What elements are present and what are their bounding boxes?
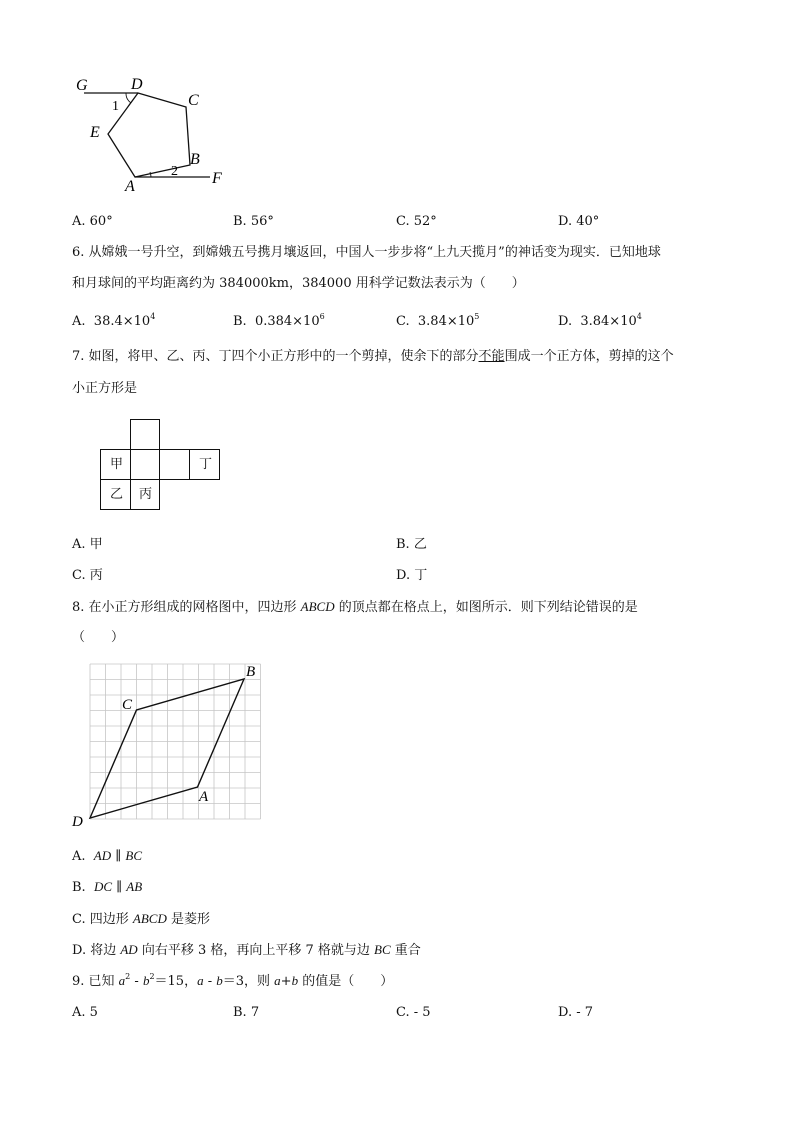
- grid-lines: [90, 664, 261, 819]
- label-g: G: [76, 77, 88, 94]
- q9-option-d: D. - 7: [558, 1005, 594, 1020]
- net-cell-ding: 丁: [198, 457, 212, 472]
- label-c: C: [122, 697, 133, 713]
- q7-emphasis-cannot: 不能: [478, 349, 505, 364]
- q7-stem-line1: 7. 如图，将甲、乙、丙、丁四个小正方形中的一个剪掉，使余下的部分不能围成一个正方体，剪掉的这个: [72, 349, 674, 364]
- q8-option-c: C. 四边形 ABCD 是菱形: [72, 911, 210, 927]
- q6-option-b: B. $0.384\times 10^6$: [233, 312, 325, 329]
- q7-option-b: B. 乙: [396, 537, 427, 552]
- label-d: D: [72, 814, 83, 830]
- q5-option-c: C. 52°: [396, 214, 437, 229]
- q8-stem-line2: （ ）: [72, 630, 125, 645]
- q5-option-d: D. 40°: [558, 214, 600, 229]
- label-angle-1: 1: [112, 99, 119, 114]
- angle-2-arc: [150, 172, 151, 177]
- label-b: B: [190, 151, 200, 168]
- q9-option-c: C. - 5: [396, 1005, 431, 1020]
- label-f: F: [212, 170, 222, 187]
- label-e: E: [90, 124, 100, 141]
- q8-option-a: A. AD ∥ BC: [72, 848, 143, 864]
- q5-option-a: A. 60°: [72, 214, 113, 229]
- q6-option-d: D. $3.84\times 10^4$: [558, 312, 642, 329]
- q5-option-b: B. 56°: [233, 214, 274, 229]
- q7-option-d: D. 丁: [396, 568, 428, 583]
- label-b: B: [246, 664, 256, 680]
- q9-stem: 9. 已知 $a^2 - b^2=15$，a - b＝3，则 a+b 的值是（ ）: [72, 972, 394, 989]
- pentagon-figure: [70, 72, 240, 196]
- q8-option-b: B. DC ∥ AB: [72, 879, 143, 895]
- q7-option-a: A. 甲: [72, 537, 103, 552]
- label-a: A: [125, 178, 135, 195]
- label-c: C: [188, 92, 199, 109]
- q6-option-c: C. $3.84\times 10^5$: [396, 312, 480, 329]
- q7-stem-line2: 小正方形是: [72, 381, 138, 396]
- quadrilateral-abcd: [90, 679, 244, 818]
- q6-stem-line1: 6. 从嫦娥一号升空，到嫦娥五号携月壤返回，中国人一步步将“上九天揽月”的神话变为现实．已知地球: [72, 245, 661, 260]
- label-angle-2: 2: [171, 164, 178, 179]
- q8-option-d: D. 将边 AD 向右平移 3 格，再向上平移 7 格就与边 BC 重合: [72, 942, 421, 958]
- label-d: D: [131, 76, 143, 93]
- net-cell-yi: 乙: [109, 487, 123, 502]
- net-cell-bing: 丙: [138, 487, 152, 502]
- q6-stem-line2: 和月球间的平均距离约为 384000km，384000 用科学记数法表示为（ ）: [72, 276, 525, 291]
- grid-quadrilateral-figure: [70, 658, 270, 830]
- q9-option-a: A. 5: [72, 1005, 98, 1020]
- net-cell-jia: 甲: [109, 457, 123, 472]
- label-a: A: [199, 789, 209, 805]
- angle-1-arc: [126, 93, 131, 103]
- q8-stem-line1: 8. 在小正方形组成的网格图中，四边形 ABCD 的顶点都在格点上，如图所示．则下列结论错误的是: [72, 599, 638, 615]
- q9-option-b: B. 7: [233, 1005, 260, 1020]
- q7-option-c: C. 丙: [72, 568, 103, 583]
- q6-option-a: A. $38.4\times 10^4$: [72, 312, 156, 329]
